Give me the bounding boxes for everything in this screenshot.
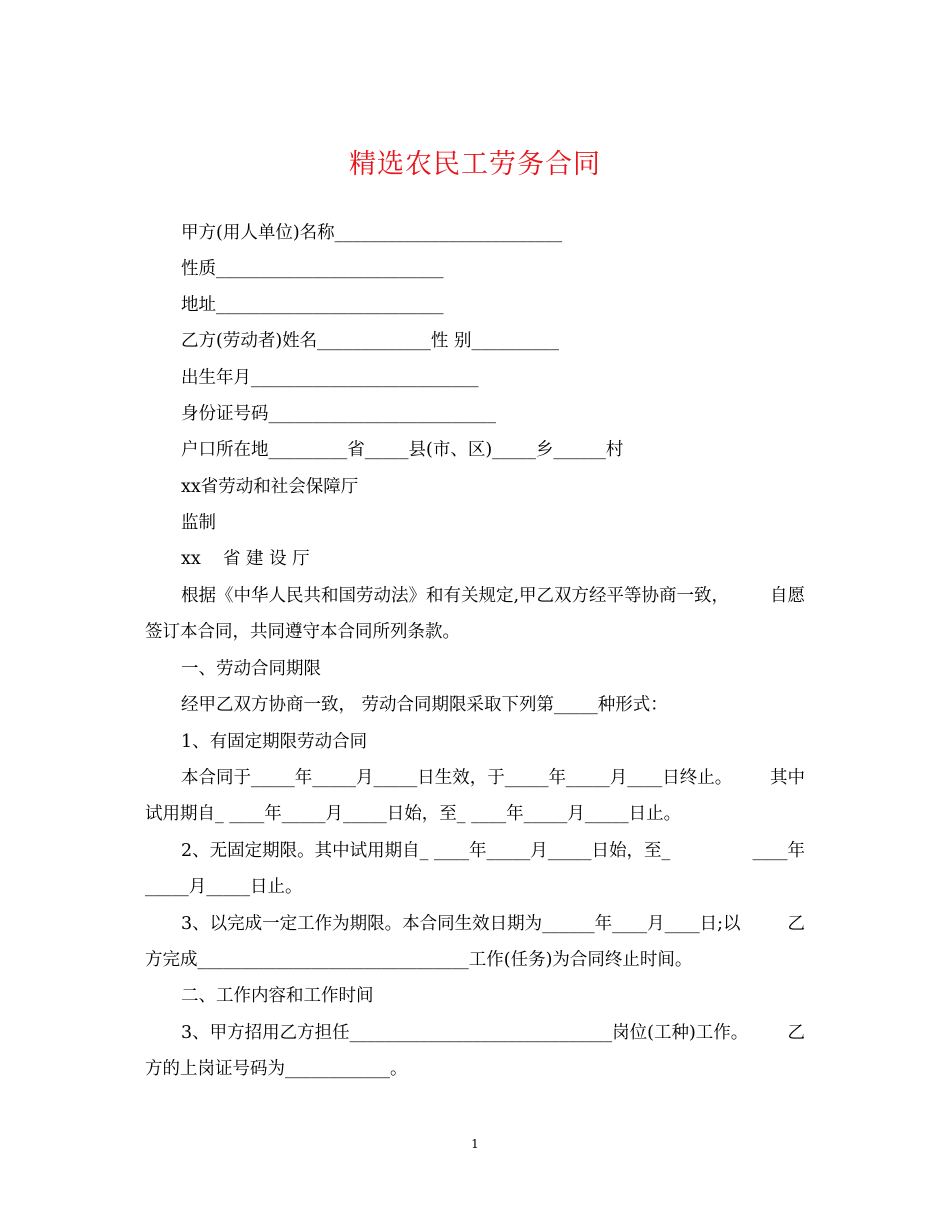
section-1-item-2-line-1	[181, 839, 805, 863]
section-2-item-3-line-1-text: 3、甲方招用乙方担任______________________________岗位(工种)工作。	[181, 1023, 749, 1043]
birth-date-field: 出生年月__________________________	[181, 368, 479, 388]
section-1-item-2-line-1-end: ____年	[752, 841, 805, 861]
section-1-item-1-line-2: 试用期自_ ____年_____月_____日始，至_ ____年_____月_____日止。	[145, 804, 682, 824]
section-1-item-1-line-1	[181, 766, 805, 790]
section-1-item-1-line-1-text: 本合同于_____年_____月_____日生效，于_____年_____月____日终止。	[181, 768, 733, 788]
preamble-line-1-end: 自愿	[770, 586, 805, 606]
section-1-item-3-line-1-end: 乙	[787, 914, 805, 934]
section-2-item-3-line-1-end: 乙	[787, 1023, 805, 1043]
party-a-nature-field: 性质__________________________	[181, 259, 444, 279]
section-1-intro: 经甲乙双方协商一致， 劳动合同期限采取下列第_____种形式：	[181, 695, 668, 715]
section-2-heading: 二、工作内容和工作时间	[181, 986, 374, 1006]
section-1-item-2-line-1-text: 2、无固定期限。其中试用期自_ ____年_____月_____日始，至_	[181, 841, 671, 861]
party-a-address-field: 地址__________________________	[181, 295, 444, 315]
section-1-item-3-line-2: 方完成_______________________________工作(任务)为合同终止时间。	[145, 950, 693, 970]
page-number: 1	[471, 1137, 479, 1151]
section-1-item-3-line-1	[181, 912, 805, 936]
section-2-item-3-line-1	[181, 1021, 805, 1045]
preamble-line-1	[181, 584, 805, 608]
supervised-label: 监制	[181, 513, 216, 533]
document-title: 精选农民工劳务合同	[349, 149, 601, 180]
section-1-heading: 一、劳动合同期限	[181, 659, 321, 679]
preamble-line-2: 签订本合同，共同遵守本合同所列条款。	[145, 622, 460, 642]
issuer-labor-department: xx省劳动和社会保障厅	[181, 477, 359, 497]
party-b-name-gender-field: 乙方(劳动者)姓名_____________性 别__________	[181, 331, 559, 351]
household-registration-field: 户口所在地_________省_____县(市、区)_____乡______村	[181, 440, 624, 460]
section-1-item-1-heading: 1、有固定期限劳动合同	[181, 732, 368, 752]
section-1-item-3-line-1-text: 3、以完成一定工作为期限。本合同生效日期为______年____月____日;以	[181, 914, 741, 934]
id-number-field: 身份证号码__________________________	[181, 404, 496, 424]
party-a-name-field: 甲方(用人单位)名称__________________________	[181, 223, 563, 243]
preamble-line-1-text: 根据《中华人民共和国劳动法》和有关规定,甲乙双方经平等协商一致，	[181, 586, 730, 606]
section-2-item-3-line-2: 方的上岗证号码为____________。	[145, 1059, 408, 1079]
section-1-item-1-line-1-end: 其中	[770, 768, 805, 788]
section-1-item-2-line-2: _____月_____日止。	[145, 877, 303, 897]
issuer-construction-department: xx 省 建 设 厅	[181, 549, 310, 569]
